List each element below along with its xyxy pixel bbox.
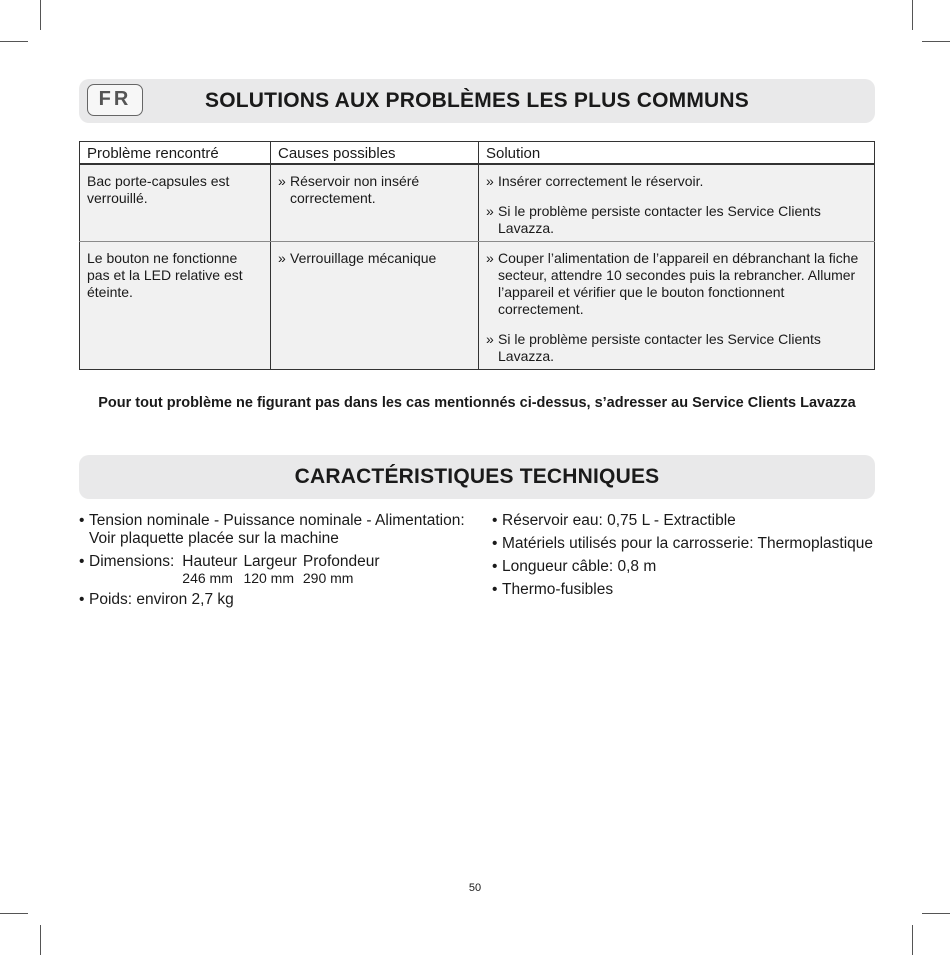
bullet-dot: • <box>492 512 498 529</box>
solution-cell: » Couper l’alimentation de l’appareil en débranchant la fiche secteur, attendre 10 secondes puis la rebrancher. Allumer l’appareil et vérifier que le bouton fonctionnent correctement. » Si le problème persiste contacter les Service Clients Lavazza. <box>479 241 875 369</box>
section-header-specs <box>79 455 875 499</box>
service-note: Pour tout problème ne figurant pas dans les cas mentionnés ci-dessus, s’adresser au Service Clients Lavazza <box>98 395 856 411</box>
crop-mark <box>912 925 913 955</box>
troubleshooting-table <box>79 141 875 370</box>
crop-mark <box>0 913 28 914</box>
dimension-header: Largeur <box>243 553 297 570</box>
bullet-dot: • <box>492 535 498 552</box>
column-header-problem: Problème rencontré <box>80 142 271 164</box>
bullet-mark: » <box>278 172 286 189</box>
dimension-value: 290 mm <box>302 570 354 586</box>
crop-mark <box>40 925 41 955</box>
table-row <box>80 164 875 242</box>
bullet-mark: » <box>278 249 286 266</box>
problem-cell: Le bouton ne fonctionne pas et la LED relative est éteinte. <box>80 241 271 369</box>
crop-mark <box>912 0 913 30</box>
dimension-value: 120 mm <box>243 570 295 586</box>
bullet-mark: » <box>486 172 494 189</box>
section-title: SOLUTIONS AUX PROBLÈMES LES PLUS COMMUNS <box>205 89 749 112</box>
dimensions-label: Dimensions: <box>89 553 175 570</box>
solution-cell: » Insérer correctement le réservoir. » Si le problème persiste contacter les Service Clients Lavazza. <box>479 164 875 242</box>
bullet-mark: » <box>486 202 494 219</box>
bullet-dot: • <box>79 591 85 608</box>
spec-item: • Matériels utilisés pour la carrosserie: Thermoplastique <box>492 535 874 552</box>
spec-item: • Thermo-fusibles <box>492 581 614 598</box>
section-title: CARACTÉRISTIQUES TECHNIQUES <box>294 465 660 488</box>
specs-left-column <box>79 512 479 614</box>
table-header-row <box>80 142 875 164</box>
crop-mark <box>922 913 950 914</box>
column-header-causes: Causes possibles <box>271 142 479 164</box>
problem-cell: Bac porte-capsules est verrouillé. <box>80 164 271 242</box>
dimension-value: 246 mm <box>182 570 233 586</box>
bullet-dot: • <box>79 512 85 529</box>
bullet-mark: » <box>486 330 494 347</box>
spec-item-dimensions <box>79 553 479 586</box>
dimensions-table <box>89 553 386 586</box>
dimension-header: Profondeur <box>302 553 380 570</box>
language-badge: FR <box>87 84 143 116</box>
bullet-dot: • <box>492 581 498 598</box>
cause-cell: » Réservoir non inséré correctement. <box>271 164 479 242</box>
crop-mark <box>40 0 41 30</box>
spec-item-weight: • Poids: environ 2,7 kg <box>79 591 234 608</box>
dimension-header: Hauteur <box>182 553 238 570</box>
page-number: 50 <box>468 882 482 894</box>
spec-item: • Longueur câble: 0,8 m <box>492 558 657 575</box>
bullet-dot: • <box>79 553 85 570</box>
bullet-mark: » <box>486 249 494 266</box>
bullet-dot: • <box>492 558 498 575</box>
table-row <box>80 241 875 369</box>
crop-mark <box>0 41 28 42</box>
spec-item: • Réservoir eau: 0,75 L - Extractible <box>492 512 736 529</box>
column-header-solution: Solution <box>479 142 875 164</box>
cause-cell: » Verrouillage mécanique <box>271 241 479 369</box>
spec-item-tension: • Tension nominale - Puissance nominale - Alimentation: Voir plaquette placée sur la machine <box>79 512 465 547</box>
section-header-troubleshooting <box>79 79 875 123</box>
crop-mark <box>922 41 950 42</box>
specs-right-column <box>492 512 882 604</box>
